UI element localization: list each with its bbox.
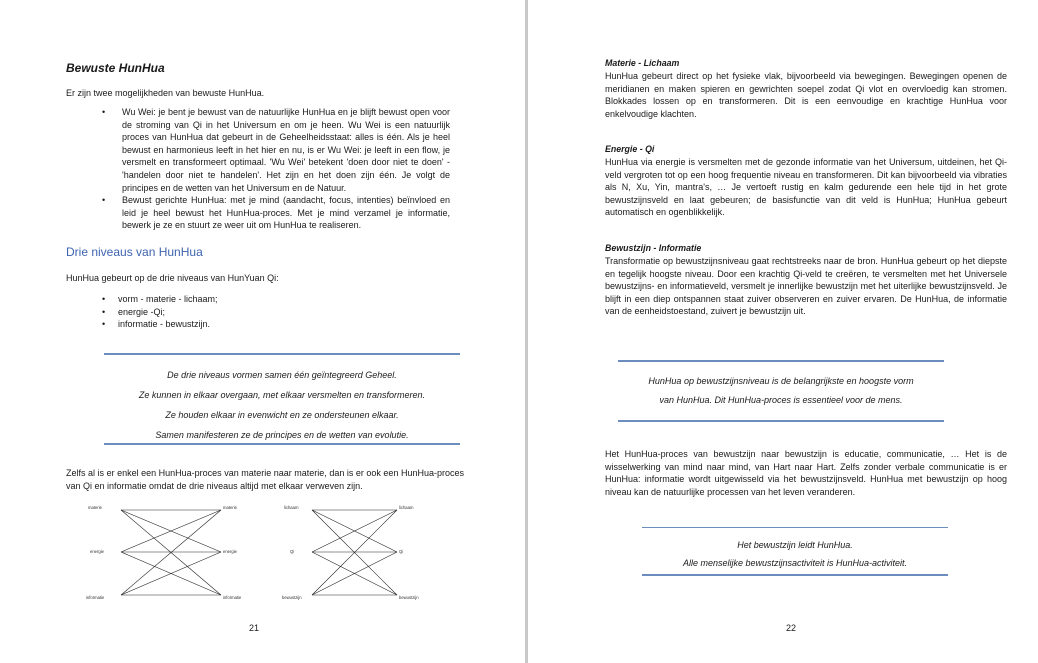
- quote-line: Ze houden elkaar in evenwicht en ze ondersteunen elkaar.: [165, 410, 399, 420]
- page-title: Bewuste HunHua: [66, 61, 165, 75]
- page-number: 22: [786, 623, 797, 633]
- diagram-label: informatie: [86, 595, 105, 600]
- list-item: • Wu Wei: je bent je bewust van de natuurlijke HunHua en je blijft bewust open voor de stroming van Qi in het Universum en om je heen. Wu Wei is een natuurlijk proces van HunHua dat gebeurt in de Geheelheidsstaat: alles is één. Als je heel bewust en harmonieus leeft in het hier en nu, is er Wu Wei: je leeft in een flow, je versmelt en transformeert optimaal. 'Wu Wei' betekent 'doen door niet te doen' - 'handelen door niet te handelen'. Het zijn en het doen zijn één. Je volgt de principes en de wetten van het Universum en de Natuur.: [100, 106, 450, 194]
- quote-box: [104, 353, 460, 445]
- levels-intro: HunHua gebeurt op de drie niveaus van HunYuan Qi:: [66, 273, 279, 283]
- quote-line: De drie niveaus vormen samen één geïntegreerd Geheel.: [167, 370, 397, 380]
- wu-wei-bullet-list: [100, 106, 450, 232]
- page-number: 21: [249, 623, 260, 633]
- section-heading: Materie - Lichaam: [605, 58, 680, 68]
- section-title: Drie niveaus van HunHua: [66, 245, 203, 259]
- quote-box: [618, 360, 944, 422]
- diagram-label: bewustzijn: [282, 595, 302, 600]
- quote-line: van HunHua. Dit HunHua-proces is essentieel voor de mens.: [659, 395, 903, 405]
- diagram-label: materie: [223, 505, 237, 510]
- diagram-label: bewustzijn: [399, 595, 419, 600]
- levels-diagram-2: [282, 500, 432, 605]
- right-page: [528, 0, 1038, 663]
- section-text: HunHua via energie is versmelten met de gezonde informatie van het Universum, uitdeinen, het Qi-veld vergroten tot op een hoog frequentie niveau en transformeren. Dit kan bijvoorbeeld via vibraties als N, Xu, Yin, mantra's, … Je vertoeft rustig en kalm gedurende een hele tijd in het grote bewustzijnsveld en laat gebeuren; de basisfunctie van dit veld is HunHua; HunHua gebeurt automatisch en ogenblikkelijk.: [605, 157, 1007, 218]
- intro-text: Er zijn twee mogelijkheden van bewuste HunHua.: [66, 88, 265, 98]
- diagram-label: energie: [223, 549, 237, 554]
- diagram-connections: [121, 510, 221, 595]
- section-text: Transformatie op bewustzijnsniveau gaat rechtstreeks naar de bron. HunHua gebeurt op het diepste en tegelijk hoogste niveau. Door een krachtig Qi-veld te creëren, te versmelten met het Universele bewustzijns- en informatieveld, versmelt je innerlijke bewustzijn met het uiterlijke bewustzijnsveld. Je blijft in een diep ontspannen staat zuiver observeren en zuiver ervaren. De HunHua, de informatie van de eenheidstoestand, zuivert je bewustzijn uit.: [605, 256, 1007, 317]
- quote-box: [642, 527, 948, 576]
- levels-diagram-1: [86, 500, 256, 605]
- list-item: • informatie - bewustzijn.: [100, 318, 430, 331]
- quote-line: Alle menselijke bewustzijnsactiviteit is HunHua-activiteit.: [682, 558, 908, 568]
- section-heading: Energie - Qi: [605, 144, 655, 154]
- section-text: HunHua gebeurt direct op het fysieke vlak, bijvoorbeeld via bewegingen. Bewegingen openen de meridianen en maken spieren en gewrichten soepel zodat Qi vlot en overvloedig kan stromen. Blokkades lossen op en transformeren. Dit is een eenvoudige en krachtige HunHua voor enkelvoudige klachten.: [605, 71, 1007, 119]
- quote-line: HunHua op bewustzijnsniveau is de belangrijkste en hoogste vorm: [648, 376, 914, 386]
- diagram-label: Qi: [399, 549, 404, 554]
- diagram-label: materie: [88, 505, 102, 510]
- levels-list: [100, 293, 430, 331]
- diagram-label: informatie: [223, 595, 242, 600]
- list-item: • Bewust gerichte HunHua: met je mind (aandacht, focus, intenties) beïnvloed en leid je heel bewust het HunHua-proces. Met je mind verzamel je informatie, bewerk je ze en stuurt ze weer uit om HunHua te realiseren.: [100, 194, 450, 232]
- diagram-label: Qi: [290, 549, 295, 554]
- quote-line: Ze kunnen in elkaar overgaan, met elkaar versmelten en transformeren.: [138, 390, 426, 400]
- diagram-label: lichaam: [399, 505, 414, 510]
- list-item: • energie -Qi;: [100, 306, 430, 319]
- closing-paragraph: Zelfs al is er enkel een HunHua-proces van materie naar materie, dan is er ook een HunHua-proces van Qi en informatie omdat de drie niveaus altijd met elkaar verweven zijn.: [66, 468, 464, 491]
- diagram-label: lichaam: [284, 505, 299, 510]
- section-heading: Bewustzijn - Informatie: [605, 243, 702, 253]
- list-item: • vorm - materie - lichaam;: [100, 293, 430, 306]
- body-paragraph: Het HunHua-proces van bewustzijn naar bewustzijn is educatie, communicatie, … Het is de wisselwerking van mind naar mind, van Hart naar Hart. Zelfs zonder verbale communicatie is er HunHua: informatie wordt uitgewisseld via het bewustzijnsveld. HunHua met bewustzijn op hoog niveau kan de natuurlijke processen van het leven veranderen.: [605, 449, 1007, 497]
- diagram-connections: [312, 510, 397, 595]
- quote-line: Samen manifesteren ze de principes en de wetten van evolutie.: [155, 430, 409, 440]
- quote-line: Het bewustzijn leidt HunHua.: [737, 540, 853, 550]
- diagram-label: energie: [90, 549, 104, 554]
